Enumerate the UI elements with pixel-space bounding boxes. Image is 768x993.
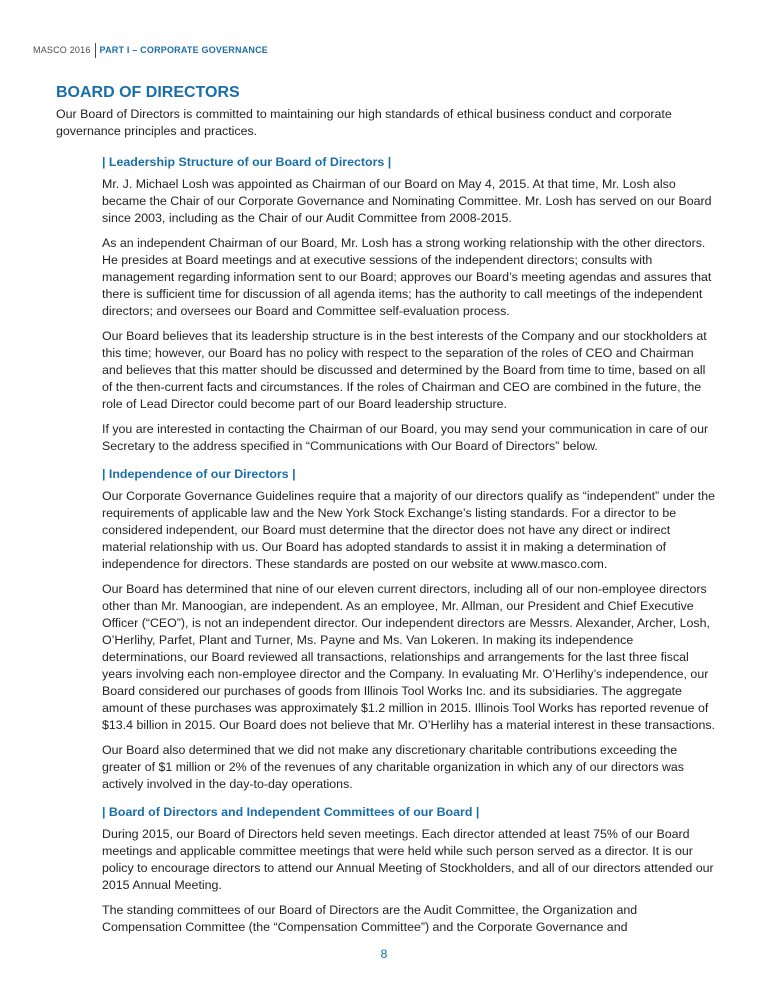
- section-independence: [102, 466, 716, 793]
- header-company: MASCO 2016: [33, 45, 91, 55]
- paragraph: Our Board also determined that we did not make any discretionary charitable contributions exceeding the greater of $1 million or 2% of the revenues of any charitable organization in which any of our directors was actively involved in the day-to-day operations.: [102, 743, 684, 791]
- header-divider: [95, 43, 96, 58]
- page-number: 8: [380, 947, 388, 961]
- main-content: [102, 154, 716, 947]
- section-board-committees: [102, 804, 716, 936]
- paragraph: If you are interested in contacting the Chairman of our Board, you may send your communication in care of our Secretary to the address specified in “Communications with Our Board of Directors” below.: [102, 422, 709, 453]
- intro-paragraph: Our Board of Directors is committed to maintaining our high standards of ethical business conduct and corporate governance principles and practices.: [56, 107, 672, 138]
- section-heading: | Leadership Structure of our Board of Directors |: [102, 155, 392, 169]
- running-header: [33, 43, 268, 58]
- paragraph: Our Corporate Governance Guidelines require that a majority of our directors qualify as “independent” under the requirements of applicable law and the New York Stock Exchange’s listing standards. For a director to be considered independent, our Board must determine that the director does not have any direct or indirect material relationship with us. Our Board has adopted standards to assist it in making a determination of independence for directors. These standards are posted on our website at www.masco.com.: [102, 489, 715, 571]
- section-leadership-structure: [102, 154, 716, 455]
- section-heading: | Independence of our Directors |: [102, 467, 296, 481]
- paragraph: The standing committees of our Board of Directors are the Audit Committee, the Organization and Compensation Committee (the “Compensation Committee”) and the Corporate Governance and: [102, 903, 638, 934]
- paragraph: Our Board believes that its leadership structure is in the best interests of the Company and our stockholders at this time; however, our Board has no policy with respect to the separation of the roles of CEO and Chairman and believes that this matter should be discussed and determined by the Board from time to time, based on all of the then-current facts and circumstances. If the roles of Chairman and CEO are combined in the future, the role of Lead Director could become part of our Board leadership structure.: [102, 329, 707, 411]
- section-heading: | Board of Directors and Independent Committees of our Board |: [102, 805, 480, 819]
- page-title: BOARD OF DIRECTORS: [56, 84, 240, 101]
- paragraph: Our Board has determined that nine of our eleven current directors, including all of our non-employee directors other than Mr. Manoogian, are independent. As an employee, Mr. Allman, our President and Chief Executive Officer (“CEO”), is not an independent director. Our independent directors are Messrs. Alexander, Archer, Losh, O’Herlihy, Parfet, Plant and Turner, Ms. Payne and Ms. Van Lokeren. In making its independence determinations, our Board reviewed all transactions, relationships and arrangements for the last three fiscal years involving each non-employee director and the Company. In evaluating Mr. O’Herlihy’s independence, our Board considered our purchases of goods from Illinois Tool Works Inc. and its subsidiaries. The aggregate amount of these purchases was approximately $1.2 million in 2015. Illinois Tool Works has reported revenue of $13.4 billion in 2015. Our Board does not believe that Mr. O’Herlihy has a material interest in these transactions.: [102, 582, 715, 732]
- paragraph: As an independent Chairman of our Board, Mr. Losh has a strong working relationship with the other directors. He presides at Board meetings and at executive sessions of the independent directors; consults with management regarding information sent to our Board; approves our Board’s meeting agendas and assures that there is sufficient time for discussion of all agenda items; has the authority to call meetings of the independent directors; and oversees our Board and Committee self-evaluation process.: [102, 236, 712, 318]
- paragraph: During 2015, our Board of Directors held seven meetings. Each director attended at least 75% of our Board meetings and applicable committee meetings that were held while such person served as a director. It is our policy to encourage directors to attend our Annual Meeting of Stockholders, and all of our directors attended our 2015 Annual Meeting.: [102, 827, 714, 892]
- paragraph: Mr. J. Michael Losh was appointed as Chairman of our Board on May 4, 2015. At that time, Mr. Losh also became the Chair of our Corporate Governance and Nominating Committee. Mr. Losh has served on our Board since 2003, including as the Chair of our Audit Committee from 2008-2015.: [102, 177, 712, 225]
- header-part: PART I – CORPORATE GOVERNANCE: [99, 45, 269, 55]
